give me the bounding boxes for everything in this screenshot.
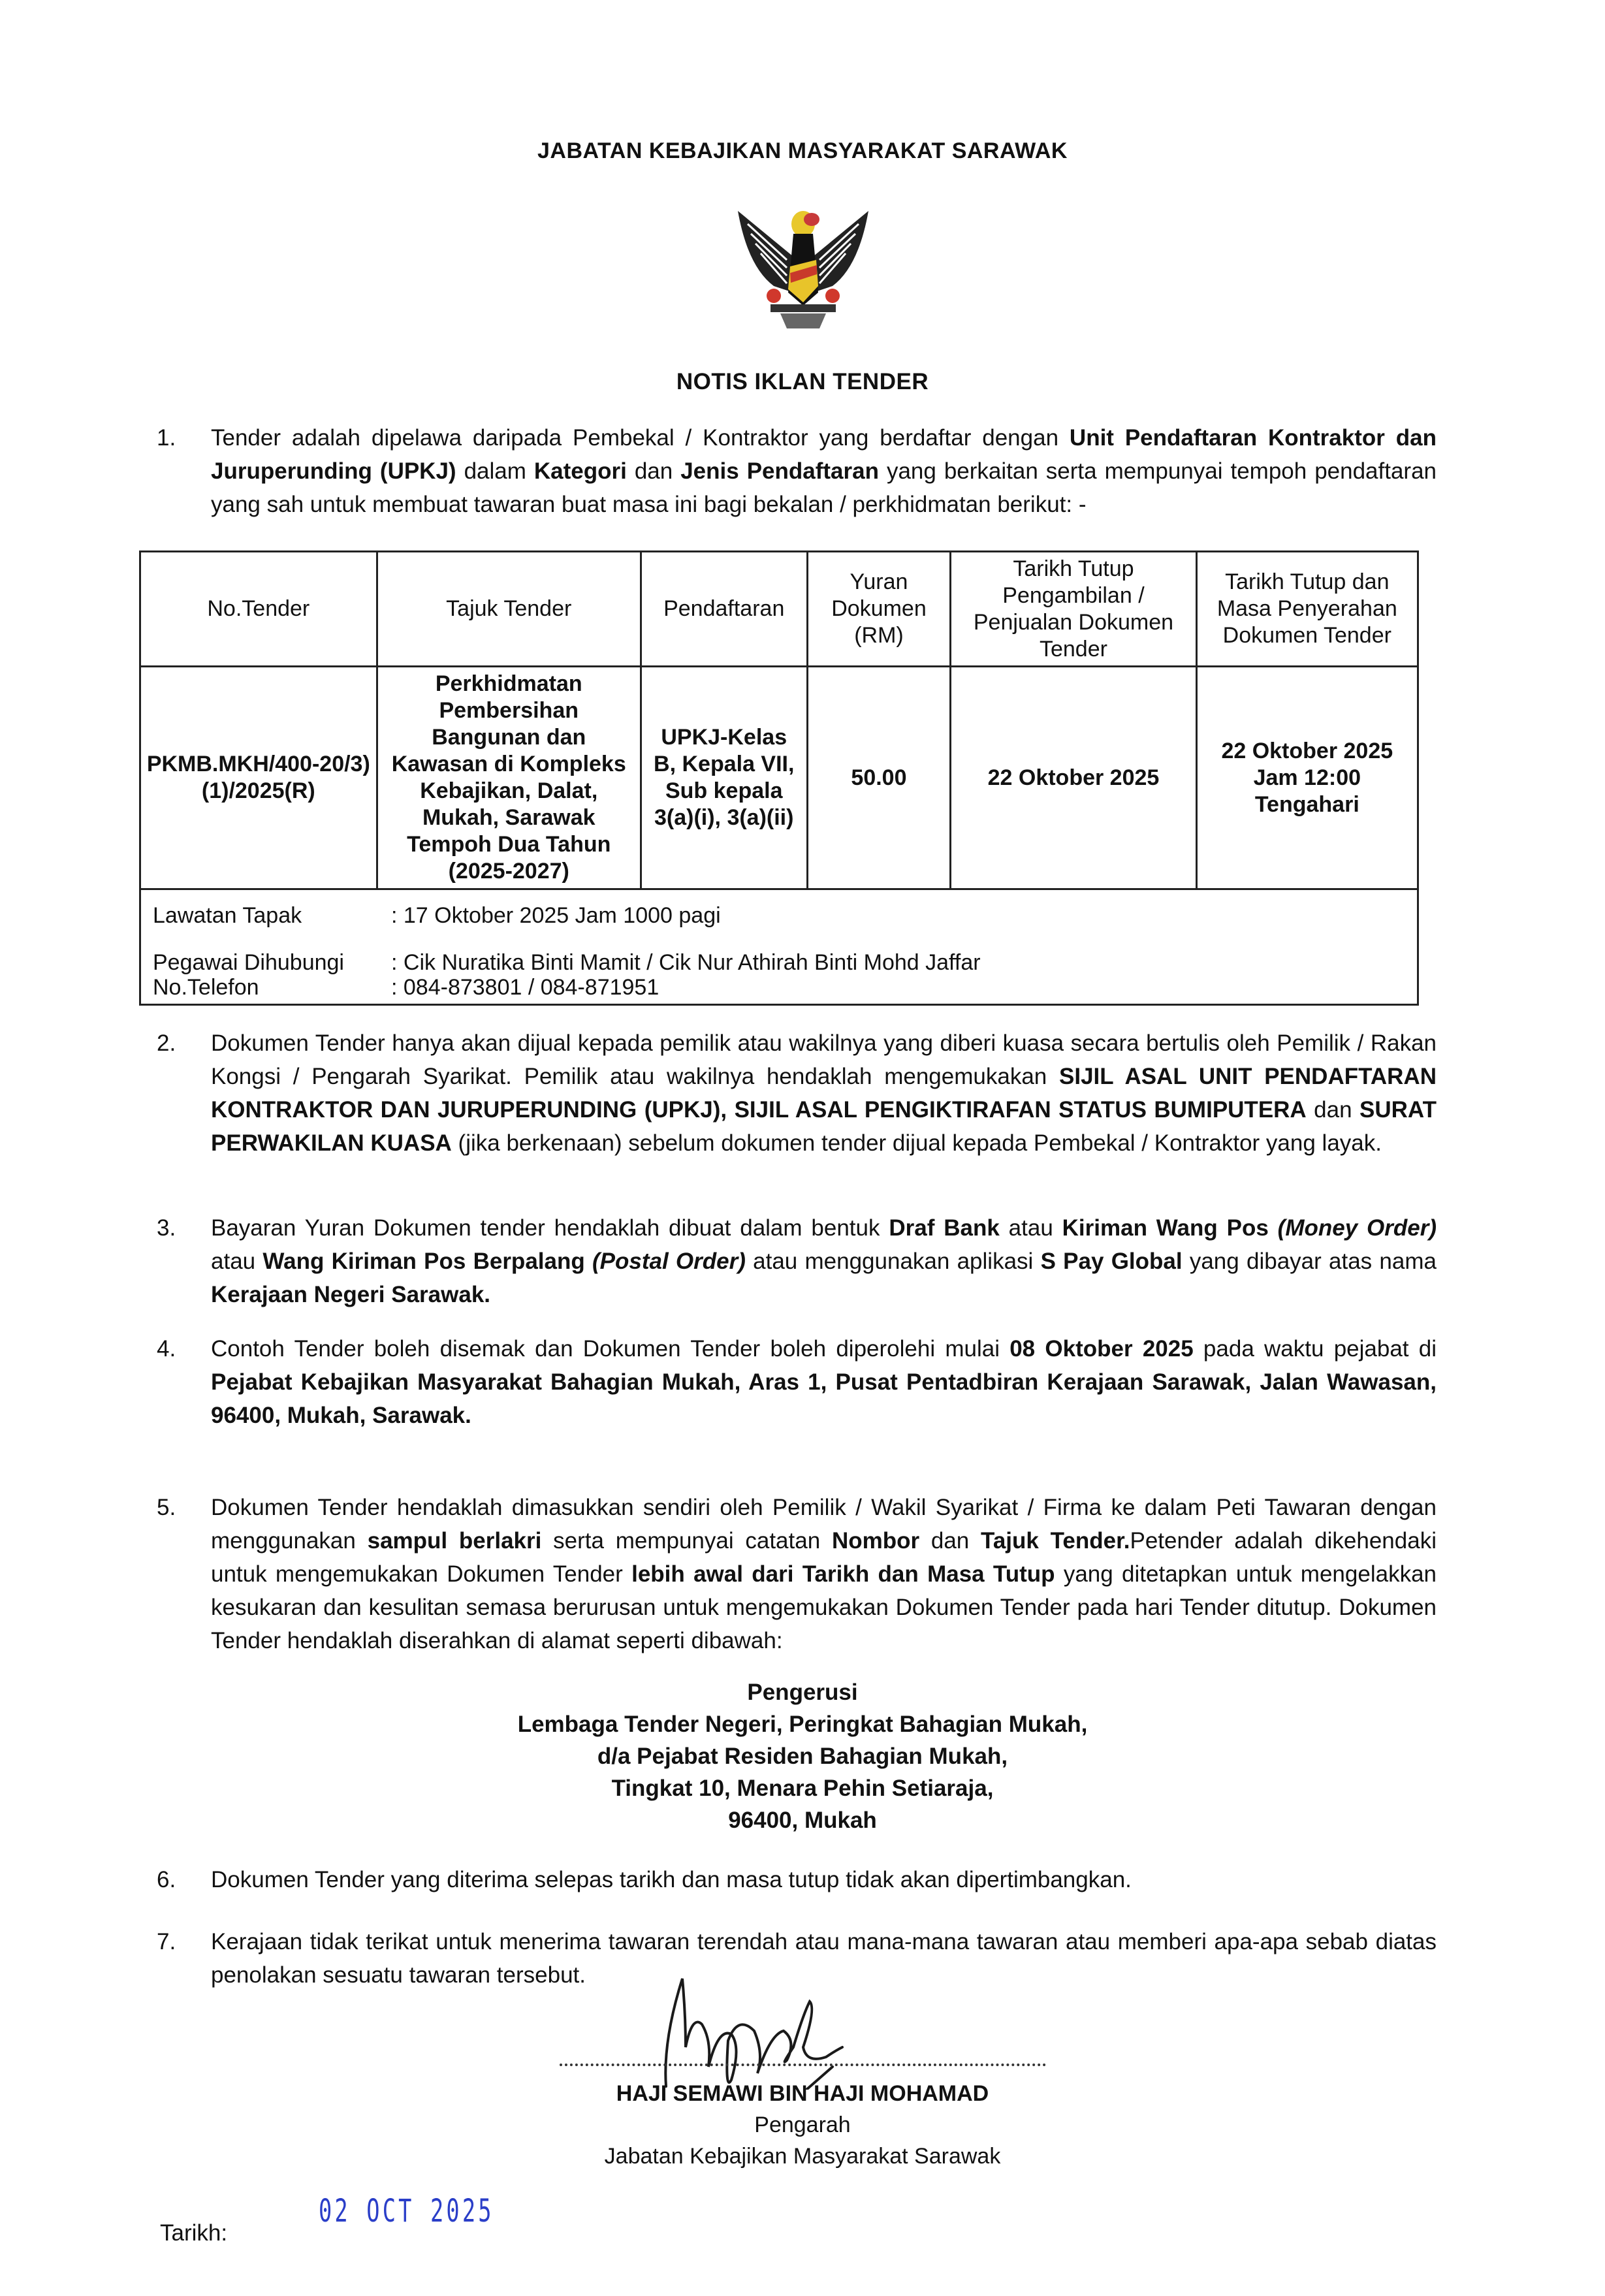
- address-line: 96400, Mukah: [728, 1808, 877, 1833]
- signatory-department: Jabatan Kebajikan Masyarakat Sarawak: [604, 2144, 1001, 2169]
- text: dalam: [456, 458, 534, 484]
- date-label: Tarikh:: [160, 2220, 228, 2246]
- text: serta mempunyai catatan: [541, 1528, 832, 1554]
- table-row: [140, 667, 1418, 889]
- cell-pendaftaran: UPKJ-Kelas B, Kepala VII, Sub kepala 3(a)(i), 3(a)(ii): [641, 667, 807, 889]
- text: Contoh Tender boleh disemak dan Dokumen Tender boleh diperolehi mulai: [211, 1336, 1010, 1362]
- text: (jika berkenaan) sebelum dokumen tender dijual kepada Pembekal / Kontraktor yang layak.: [451, 1130, 1382, 1156]
- bold-text: Nombor: [831, 1528, 920, 1554]
- signature-icon: [646, 1975, 882, 2090]
- text: yang berkaitan serta mempunyai tempoh pendaftaran yang sah untuk membuat tawaran buat masa ini bagi bekalan / perkhidmatan berikut: -: [211, 458, 1437, 517]
- cell-yuran: 50.00: [807, 667, 951, 889]
- text: Bayaran Yuran Dokumen tender hendaklah dibuat dalam bentuk: [211, 1215, 889, 1241]
- bold-text: sampul berlakri: [367, 1528, 542, 1554]
- bold-text: lebih awal dari Tarikh dan Masa Tutup: [631, 1561, 1055, 1587]
- bold-text: Tajuk Tender.: [981, 1528, 1130, 1554]
- text: pada waktu pejabat di: [1193, 1336, 1437, 1362]
- text: dan: [1306, 1097, 1360, 1123]
- bold-text: S Pay Global: [1040, 1249, 1183, 1274]
- bold-text: Kategori: [533, 458, 627, 484]
- text: dan: [626, 458, 681, 484]
- col-header-tarikh-penyerahan: Tarikh Tutup dan Masa Penyerahan Dokumen Tender: [1196, 552, 1418, 667]
- col-header-tarikh-pengambilan: Tarikh Tutup Pengambilan / Penjualan Dokumen Tender: [951, 552, 1196, 667]
- bold-text: Unit Pendaftaran Kontraktor dan Juruperunding (UPKJ): [211, 425, 1437, 484]
- text: yang dibayar atas nama: [1182, 1249, 1437, 1274]
- section-number: 1.: [157, 425, 176, 451]
- bold-text: Draf Bank: [889, 1215, 1000, 1241]
- address-line: d/a Pejabat Residen Bahagian Mukah,: [597, 1744, 1008, 1769]
- contact-officer-row: [153, 950, 1405, 975]
- section-number: 7.: [157, 1929, 176, 1954]
- signatory-block: [0, 2078, 1605, 2172]
- cell-tarikh-penyerahan: 22 Oktober 2025 Jam 12:00 Tengahari: [1196, 667, 1418, 889]
- bold-text: Jenis Pendaftaran: [680, 458, 879, 484]
- col-header-tajuk: Tajuk Tender: [377, 552, 641, 667]
- info-cell: [140, 889, 1418, 1005]
- signature-line: [560, 2064, 1046, 2066]
- text: dan: [919, 1528, 981, 1554]
- bold-text: Wang Kiriman Pos Berpalang: [262, 1249, 585, 1274]
- section-5: [157, 1491, 1437, 1657]
- text: Kerajaan tidak terikat untuk menerima tawaran terendah atau mana-mana tawaran atau memberi apa-apa sebab diatas penolakan sesuatu tawaran tersebut.: [211, 1929, 1437, 1988]
- sarawak-crest-icon: [695, 195, 911, 332]
- text: Tender adalah dipelawa daripada Pembekal / Kontraktor yang berdaftar dengan: [211, 425, 1070, 451]
- site-visit-label: Lawatan Tapak: [153, 903, 302, 928]
- bold-text: SIJIL ASAL UNIT PENDAFTARAN KONTRAKTOR DAN JURUPERUNDING (UPKJ), SIJIL ASAL PENGIKTIRAFAN STATUS BUMIPUTERA: [211, 1064, 1437, 1123]
- tender-table: [139, 550, 1419, 1006]
- submission-address: [0, 1676, 1605, 1836]
- address-line: Lembaga Tender Negeri, Peringkat Bahagian Mukah,: [517, 1712, 1088, 1737]
- cell-no-tender: PKMB.MKH/400-20/3)(1)/2025(R): [140, 667, 377, 889]
- italic-text: (Postal Order): [592, 1249, 746, 1274]
- phone-row: [153, 975, 1405, 1000]
- site-visit-row: [153, 903, 1405, 928]
- section-number: 3.: [157, 1215, 176, 1241]
- col-header-yuran: Yuran Dokumen (RM): [807, 552, 951, 667]
- section-6: [157, 1863, 1437, 1896]
- text: Petender adalah dikehendaki untuk mengemukakan Dokumen Tender: [211, 1528, 1437, 1587]
- address-line: Tingkat 10, Menara Pehin Setiaraja,: [611, 1776, 994, 1801]
- phone-label: No.Telefon: [153, 975, 259, 1000]
- bold-text: Pejabat Kebajikan Masyarakat Bahagian Mukah, Aras 1, Pusat Pentadbiran Kerajaan Sarawak, Jalan Wawasan, 96400, Mukah, Sarawak.: [211, 1369, 1437, 1428]
- section-4: [157, 1332, 1437, 1432]
- section-3: [157, 1211, 1437, 1311]
- section-number: 5.: [157, 1495, 176, 1520]
- col-header-pendaftaran: Pendaftaran: [641, 552, 807, 667]
- text: yang ditetapkan untuk mengelakkan kesukaran dan kesulitan semasa berurusan untuk mengemukakan Dokumen Tender pada hari Tender ditutup. Dokumen Tender hendaklah diserahkan di alamat seperti dibawah:: [211, 1561, 1437, 1653]
- cell-tarikh-pengambilan: 22 Oktober 2025: [951, 667, 1196, 889]
- signatory-position: Pengarah: [754, 2113, 851, 2137]
- text: atau: [999, 1215, 1062, 1241]
- contact-officer-label: Pegawai Dihubungi: [153, 950, 344, 975]
- section-number: 4.: [157, 1336, 176, 1362]
- address-line: Pengerusi: [747, 1680, 858, 1705]
- organization-heading: JABATAN KEBAJIKAN MASYARAKAT SARAWAK: [537, 138, 1068, 163]
- bold-text: SURAT PERWAKILAN KUASA: [211, 1097, 1437, 1156]
- table-info-row: [140, 889, 1418, 1005]
- cell-tajuk: Perkhidmatan Pembersihan Bangunan dan Kawasan di Kompleks Kebajikan, Dalat, Mukah, Sarawak Tempoh Dua Tahun (2025-2027): [377, 667, 641, 889]
- text: Dokumen Tender hanya akan dijual kepada pemilik atau wakilnya yang diberi kuasa secara bertulis oleh Pemilik / Rakan Kongsi / Pengarah Syarikat. Pemilik atau wakilnya hendaklah mengemukakan: [211, 1030, 1437, 1089]
- bold-text: Kiriman Wang Pos: [1062, 1215, 1269, 1241]
- section-number: 6.: [157, 1867, 176, 1892]
- date-stamp: 02 OCT 2025: [319, 2193, 494, 2229]
- bold-text: Kerajaan Negeri Sarawak.: [211, 1282, 491, 1307]
- phone-value: : 084-873801 / 084-871951: [391, 975, 659, 1000]
- section-number: 2.: [157, 1030, 176, 1056]
- signatory-name: HAJI SEMAWI BIN HAJI MOHAMAD: [616, 2081, 989, 2106]
- text: atau menggunakan aplikasi: [745, 1249, 1041, 1274]
- table-header-row: [140, 552, 1418, 667]
- text: atau: [211, 1249, 263, 1274]
- site-visit-value: : 17 Oktober 2025 Jam 1000 pagi: [391, 903, 721, 928]
- section-2: [157, 1027, 1437, 1160]
- col-header-no-tender: No.Tender: [140, 552, 377, 667]
- notice-title: NOTIS IKLAN TENDER: [676, 369, 929, 394]
- text: Dokumen Tender hendaklah dimasukkan sendiri oleh Pemilik / Wakil Syarikat / Firma ke dalam Peti Tawaran dengan menggunakan: [211, 1495, 1437, 1554]
- section-1: [157, 421, 1437, 521]
- italic-text: (Money Order): [1277, 1215, 1437, 1241]
- bold-text: 08 Oktober 2025: [1009, 1336, 1194, 1362]
- contact-officer-value: : Cik Nuratika Binti Mamit / Cik Nur Athirah Binti Mohd Jaffar: [391, 950, 981, 975]
- text: Dokumen Tender yang diterima selepas tarikh dan masa tutup tidak akan dipertimbangkan.: [211, 1867, 1132, 1892]
